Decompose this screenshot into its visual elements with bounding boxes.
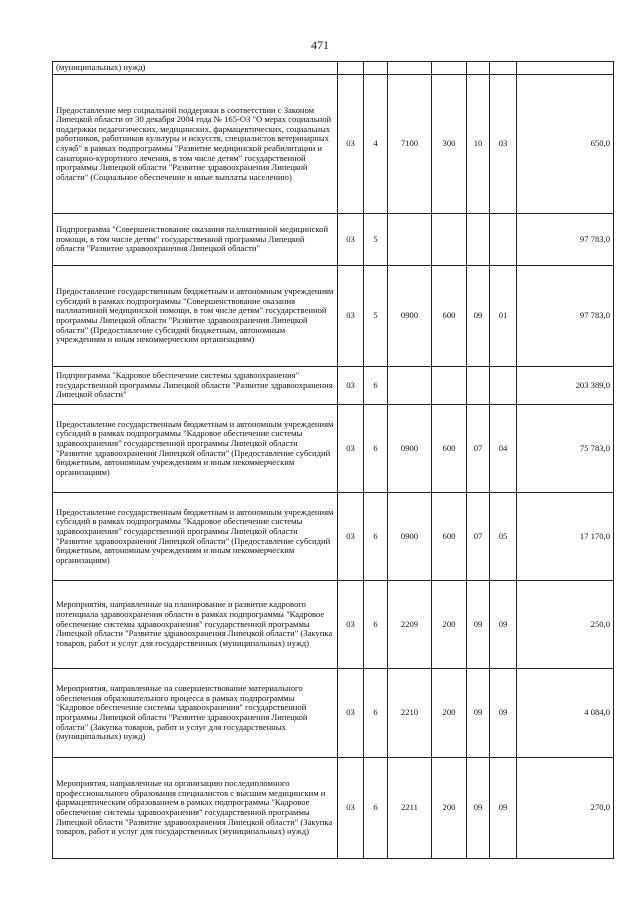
cell-code-3: 2211 [388,758,432,859]
cell-code-1: 03 [338,581,364,669]
cell-amount: 97 783,0 [517,214,614,266]
cell-code-6: 09 [490,581,517,669]
row-name: Подпрограмма "Кадровое обеспечение системы здравоохранения" государственной программы Липецкой области "Развитие здравоохранения Липецкой области" [53,367,338,405]
cell-code-2 [364,62,388,75]
row-name: Предоставление мер социальной поддержки в соответствии с Законом Липецкой области от 30 декабря 2004 года № 165-ОЗ "О мерах социальной поддержки педагогических, медицинских, фармацевтических, социальных работников, работников культуры и искусств, специалистов ветеринарных служб" в рамках подпрограммы "Развитие медицинской реабилитации и санаторно-курортного лечения, в том числе детям" государственной программы Липецкой области "Развитие здравоохранения Липецкой области" (Социальное обеспечение и иные выплаты населению) [53,75,338,214]
cell-code-2: 4 [364,75,388,214]
row-name: Предоставление государственным бюджетным и автономным учреждениям субсидий в рамках подпрограммы "Кадровое обеспечение системы здравоохранения" государственной программы Липецкой области "Развитие здравоохранения Липецкой области" (Предоставление субсидий бюджетным, автономным учреждениям и иным некоммерческим организациям) [53,493,338,581]
cell-code-4: 200 [432,758,467,859]
cell-code-6: 09 [490,758,517,859]
cell-amount: 97 783,0 [517,266,614,367]
table-row [53,214,614,266]
cell-code-4: 600 [432,493,467,581]
cell-code-4 [432,367,467,405]
cell-amount: 4 084,0 [517,669,614,758]
cell-code-5: 10 [467,75,490,214]
cell-code-5: 07 [467,493,490,581]
cell-code-6: 03 [490,75,517,214]
row-name: Предоставление государственным бюджетным и автономным учреждениям субсидий в рамках подпрограммы "Совершенствование оказания паллиативной медицинской помощи, в том числе детям" государственной программы Липецкой области "Развитие здравоохранения Липецкой области" (Предоставление субсидий бюджетным, автономным учреждениям и иным некоммерческим организациям) [53,266,338,367]
table-row [53,405,614,493]
cell-code-3: 2209 [388,581,432,669]
row-name: Мероприятия, направленные на планирование и развитие кадрового потенциала здравоохранения области в рамках подпрограммы "Кадровое обеспечение системы здравоохранения" государственной программы Липецкой области "Развитие здравоохранения Липецкой области" (Закупка товаров, работ и услуг для государственных (муниципальных) нужд) [53,581,338,669]
page-number: 471 [311,38,329,52]
cell-code-3: 0900 [388,405,432,493]
cell-code-6 [490,62,517,75]
table-row [53,266,614,367]
cell-code-5 [467,367,490,405]
table-row [53,367,614,405]
cell-amount: 203 389,0 [517,367,614,405]
cell-code-5: 09 [467,669,490,758]
cell-code-5 [467,214,490,266]
row-name: Мероприятия, направленные на организацию последипломного профессионального образования специалистов с высшим медицинским и фармацевтическим образованием в рамках подпрограммы "Кадровое обеспечение системы здравоохранения" государственной программы Липецкой области "Развитие здравоохранения Липецкой области" (Закупка товаров, работ и услуг для государственных (муниципальных) нужд) [53,758,338,859]
cell-code-3: 7100 [388,75,432,214]
cell-code-1: 03 [338,758,364,859]
cell-code-4: 600 [432,405,467,493]
cell-code-2: 6 [364,493,388,581]
table-row [53,62,614,75]
cell-code-1: 03 [338,214,364,266]
cell-code-2: 6 [364,405,388,493]
cell-code-5: 09 [467,266,490,367]
table-row [53,669,614,758]
cell-code-1: 03 [338,405,364,493]
cell-code-1: 03 [338,75,364,214]
cell-amount: 650,0 [517,75,614,214]
cell-amount: 270,0 [517,758,614,859]
cell-code-3: 2210 [388,669,432,758]
table-row [53,493,614,581]
cell-code-4 [432,214,467,266]
cell-amount: 17 170,0 [517,493,614,581]
cell-code-2: 6 [364,367,388,405]
cell-code-4: 200 [432,581,467,669]
cell-code-6: 04 [490,405,517,493]
cell-code-4: 200 [432,669,467,758]
cell-code-3: 0900 [388,493,432,581]
cell-amount [517,62,614,75]
cell-code-2: 5 [364,214,388,266]
cell-code-6 [490,367,517,405]
cell-code-3 [388,214,432,266]
cell-code-5: 09 [467,758,490,859]
table-row [53,581,614,669]
cell-amount: 250,0 [517,581,614,669]
cell-code-1 [338,62,364,75]
cell-code-1: 03 [338,493,364,581]
row-name: Мероприятия, направленные на совершенствование материального обеспечения образовательного процесса в рамках подпрограммы "Кадровое обеспечение системы здравоохранения" государственной программы Липецкой области "Развитие здравоохранения Липецкой области" (Закупка товаров, работ и услуг для государственных (муниципальных) нужд) [53,669,338,758]
cell-code-1: 03 [338,266,364,367]
cell-code-6: 01 [490,266,517,367]
cell-code-5 [467,62,490,75]
cell-code-4: 600 [432,266,467,367]
cell-code-1: 03 [338,367,364,405]
cell-amount: 75 783,0 [517,405,614,493]
budget-table [52,61,614,859]
row-name: Предоставление государственным бюджетным и автономным учреждениям субсидий в рамках подпрограммы "Кадровое обеспечение системы здравоохранения" государственной программы Липецкой области "Развитие здравоохранения Липецкой области" (Предоставление субсидий бюджетным, автономным учреждениям и иным некоммерческим организациям) [53,405,338,493]
cell-code-5: 09 [467,581,490,669]
cell-code-2: 6 [364,669,388,758]
cell-code-4 [432,62,467,75]
cell-code-2: 5 [364,266,388,367]
cell-code-1: 03 [338,669,364,758]
cell-code-3: 0900 [388,266,432,367]
cell-code-2: 6 [364,758,388,859]
cell-code-6 [490,214,517,266]
cell-code-5: 07 [467,405,490,493]
cell-code-3 [388,367,432,405]
table-row [53,758,614,859]
row-name: Подпрограмма "Совершенствование оказания паллиативной медицинской помощи, в том числе детям" государственной программы Липецкой области "Развитие здравоохранения Липецкой области" [53,214,338,266]
cell-code-2: 6 [364,581,388,669]
cell-code-6: 09 [490,669,517,758]
cell-code-6: 05 [490,493,517,581]
table-row [53,75,614,214]
cell-code-3 [388,62,432,75]
cell-code-4: 300 [432,75,467,214]
row-name: (муниципальных) нужд) [53,62,338,75]
